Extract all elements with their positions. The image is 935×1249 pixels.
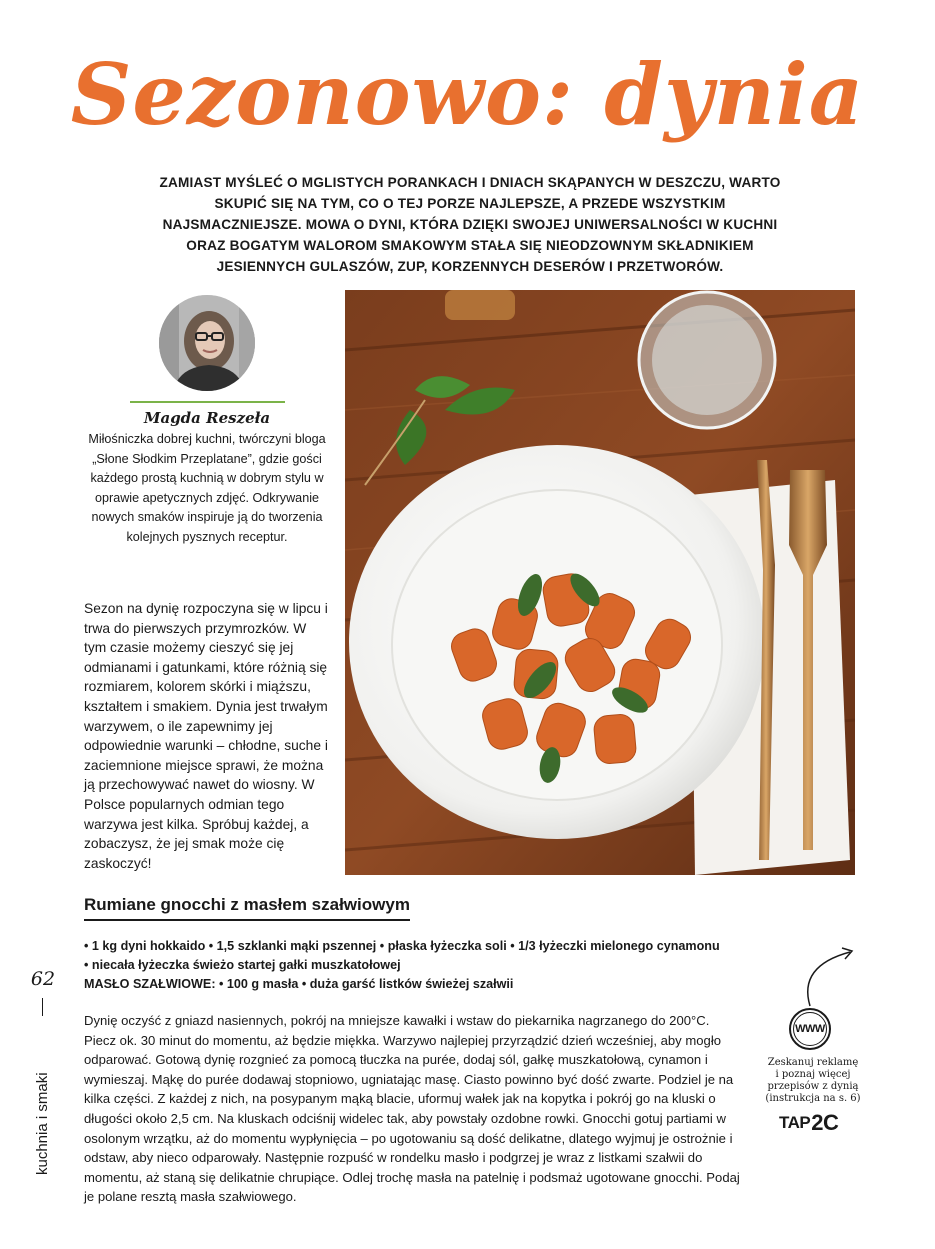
author-name: Magda Reszeła [143,409,271,427]
scan-caption-line-2: i poznaj więcej [775,1069,851,1080]
author-box [82,295,332,547]
tap-logo-text: TAP [779,1113,811,1132]
ingredients-line-3: MASŁO SZAŁWIOWE: • 100 g masła • duża garść listków świeżej szałwii [84,977,514,991]
side-divider [42,998,43,1016]
author-portrait-illustration [159,295,255,391]
scan-caption-line-1: Zeskanuj reklamę [767,1057,859,1068]
author-avatar [159,295,255,391]
ingredients-line-1: • 1 kg dyni hokkaido • 1,5 szklanki mąki pszennej • płaska łyżeczka soli • 1/3 łyżeczki mielonego cynamonu [84,939,720,953]
recipe-method: Dynię oczyść z gniazd nasiennych, pokrój na mniejsze kawałki i wstaw do piekarnika nagrzanego do 200°C. Piecz ok. 30 minut do momentu, aż będzie miękka. Warzywo najlepiej przyrządzić dzień wcześniej, aby mogło odparować. Gotową dynię rozgnieć za pomocą tłuczka na purée, dodaj sól, gałkę muszkatołową, cynamon i wymieszaj. Mąkę do purée dodawaj stopniowo, ugniatając masę. Ciasto powinno być dość zwarte. Podziel je na kilka części. Z każdej z nich, na posypanym mąką blacie, uformuj wałek jak na kopytka i pokrój go na kluski o długości około 2,5 cm. Na kluskach odciśnij widelec tak, aby powstały ozdobne rowki. Gnocchi gotuj partiami w osolonym wrzątku, aż do momentu wypłynięcia – po ugotowaniu są dość delikatne, dlatego wyjmuj je ostrożnie i odstaw, aby nieco odparowały. Następnie rozpuść w rondelku masło i podgrzej je wraz z listkami szałwii do momentu, aż staną się delikatnie chrupiące. Odlej trochę masła na patelnię i podsmaż ugotowane gnocchi. Podaj je polane resztą masła szałwiowego. [84,1013,740,1205]
www-label: WWW [793,1012,827,1046]
ingredients-line-2: • niecała łyżeczka świeżo startej gałki muszkatołowej [84,958,401,972]
ingredients-list [84,937,764,994]
scan-caption [760,1057,866,1105]
page-number: 62 [30,968,56,990]
tap2c-logo[interactable] [779,1110,838,1136]
article-body: Sezon na dynię rozpoczyna się w lipcu i trwa do pierwszych przymrozków. W tym czasie możemy cieszyć się jej odmianami i gatunkami, które różnią się rozmiarem, kolorem skórki i miąższu, kształtem i smakiem. Dynia jest trwałym warzywem, o ile zapewnimy jej odpowiednie warunki – chłodne, suche i zaciemnione miejsce sprawi, że można ją przechowywać nawet do wiosny. W Polsce popularnych odmian tego warzywa jest kilka. Spróbuj każdej, a zobaczysz, że jej smak może cię zaskoczyć! [84,601,328,871]
section-label: kuchnia i smaki [34,1072,51,1175]
dish-photo [345,290,855,875]
author-divider [130,401,285,403]
www-icon[interactable] [789,1008,831,1050]
gnocchi-plate-illustration [345,290,855,875]
recipe-title: Rumiane gnocchi z masłem szałwiowym [84,895,410,921]
tap-logo-number: 2C [811,1110,839,1135]
curved-arrow-icon [790,944,860,1008]
page-title: Sezonowo: dynia [70,45,865,144]
intro-lead: ZAMIAST MYŚLEĆ O MGLISTYCH PORANKACH I DNIACH SKĄPANYCH W DESZCZU, WARTO SKUPIĆ SIĘ NA TYM, CO O TEJ PORZE NAJLEPSZE, A PRZEDE WSZYSTKIM NAJSMACZNIEJSZE. MOWA O DYNI, KTÓRA DZIĘKI SWOJEJ UNIWERSALNOŚCI W KUCHNI ORAZ BOGATYM WALOROM SMAKOWYM STAŁA SIĘ NIEODZOWNYM SKŁADNIKIEM JESIENNYCH GULASZÓW, ZUP, KORZENNYCH DESERÓW I PRZETWORÓW. [159,175,781,274]
scan-caption-line-3: przepisów z dynią [767,1081,859,1092]
scan-caption-line-4: (instrukcja na s. 6) [765,1093,861,1104]
author-bio: Miłośniczka dobrej kuchni, twórczyni bloga „Słone Słodkim Przeplatane”, gdzie gości każdego prostą kuchnią w dobrym stylu w oprawie apetycznych zdjęć. Odkrywanie nowych smaków inspiruje ją do tworzenia kolejnych pysznych receptur. [88,432,326,544]
